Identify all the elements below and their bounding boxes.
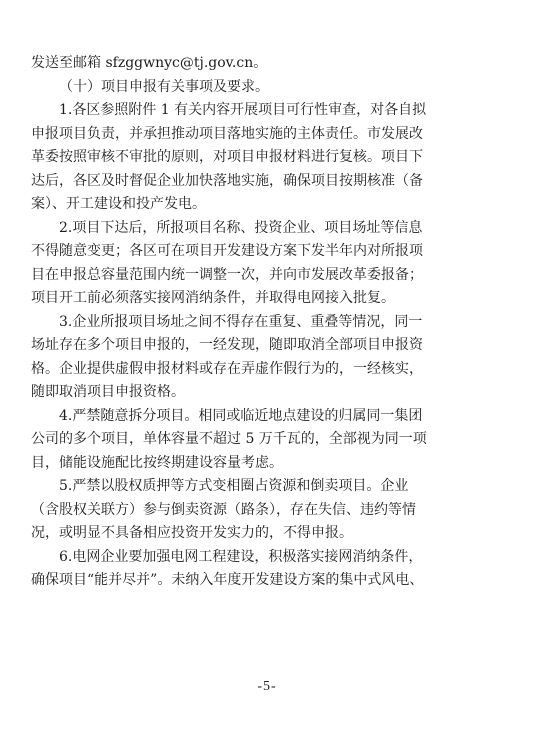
paragraph-line: 申报项目负责，并承担推动项目落地实施的主体责任。市发展改 bbox=[31, 125, 423, 142]
paragraph-5 bbox=[31, 475, 476, 546]
paragraph-line: 达后，各区及时督促企业加快落地实施，确保项目按期核准（备 bbox=[31, 172, 423, 189]
paragraph-line: 不得随意变更；各区可在项目开发建设方案下发半年内对所报项 bbox=[31, 243, 423, 259]
section-heading: （十）项目申报有关事项及要求。 bbox=[59, 78, 269, 95]
paragraph-4 bbox=[31, 405, 476, 476]
paragraph-line: 5.严禁以股权质押等方式变相圈占资源和倒卖项目。企业 bbox=[59, 478, 409, 494]
paragraph-line: 项目开工前必须落实接网消纳条件，并取得电网接入批复。 bbox=[31, 290, 395, 306]
paragraph-line: 确保项目“能并尽并”。未纳入年度开发建设方案的集中式风电、 bbox=[31, 572, 424, 588]
paragraph-line: 2.项目下达后，所报项目名称、投资企业、项目场址等信息 bbox=[59, 219, 423, 236]
paragraph-line: 公司的多个项目，单体容量不超过 5 万千瓦的，全部视为同一项 bbox=[31, 431, 427, 447]
paragraph-line: 目，储能设施配比按终期建设容量考虑。 bbox=[31, 454, 283, 471]
paragraph-line: 案）、开工建设和投产发电。 bbox=[31, 196, 206, 212]
paragraph-1 bbox=[31, 99, 476, 217]
paragraph-line: 格。企业提供虚假申报材料或存在弄虚作假行为的，一经核实， bbox=[31, 360, 423, 377]
paragraph-line: 目在申报总容量范围内统一调整一次，并向市发展改革委报备； bbox=[31, 266, 423, 283]
paragraph-line: 随即取消项目申报资格。 bbox=[31, 384, 185, 400]
document-body bbox=[31, 52, 476, 593]
paragraph-line: 3.企业所报项目场址之间不得存在重复、重叠等情况，同一 bbox=[59, 313, 423, 330]
paragraph-line: 4.严禁随意拆分项目。相同或临近地点建设的归属同一集团 bbox=[59, 407, 423, 424]
lead-line: 发送至邮箱 sfzggwnyc@tj.gov.cn。 bbox=[31, 55, 268, 71]
paragraph-line: （含股权关联方）参与倒卖资源（路条），存在失信、违约等情 bbox=[31, 501, 416, 518]
paragraph-6 bbox=[31, 546, 476, 593]
paragraph-line: 1.各区参照附件 1 有关内容开展项目可行性审查，对各自拟 bbox=[59, 102, 427, 118]
paragraph-line: 革委按照审核不审批的原则，对项目申报材料进行复核。项目下 bbox=[31, 149, 423, 165]
paragraph-3 bbox=[31, 311, 476, 405]
paragraph-line: 况，或明显不具备相应投资开发实力的，不得申报。 bbox=[31, 525, 353, 541]
page-number: -5- bbox=[257, 679, 277, 694]
paragraph-line: 场址存在多个项目申报的，一经发现，随即取消全部项目申报资 bbox=[31, 337, 423, 353]
paragraph-2 bbox=[31, 217, 476, 311]
paragraph-line: 6.电网企业要加强电网工程建设，积极落实接网消纳条件， bbox=[59, 548, 423, 565]
